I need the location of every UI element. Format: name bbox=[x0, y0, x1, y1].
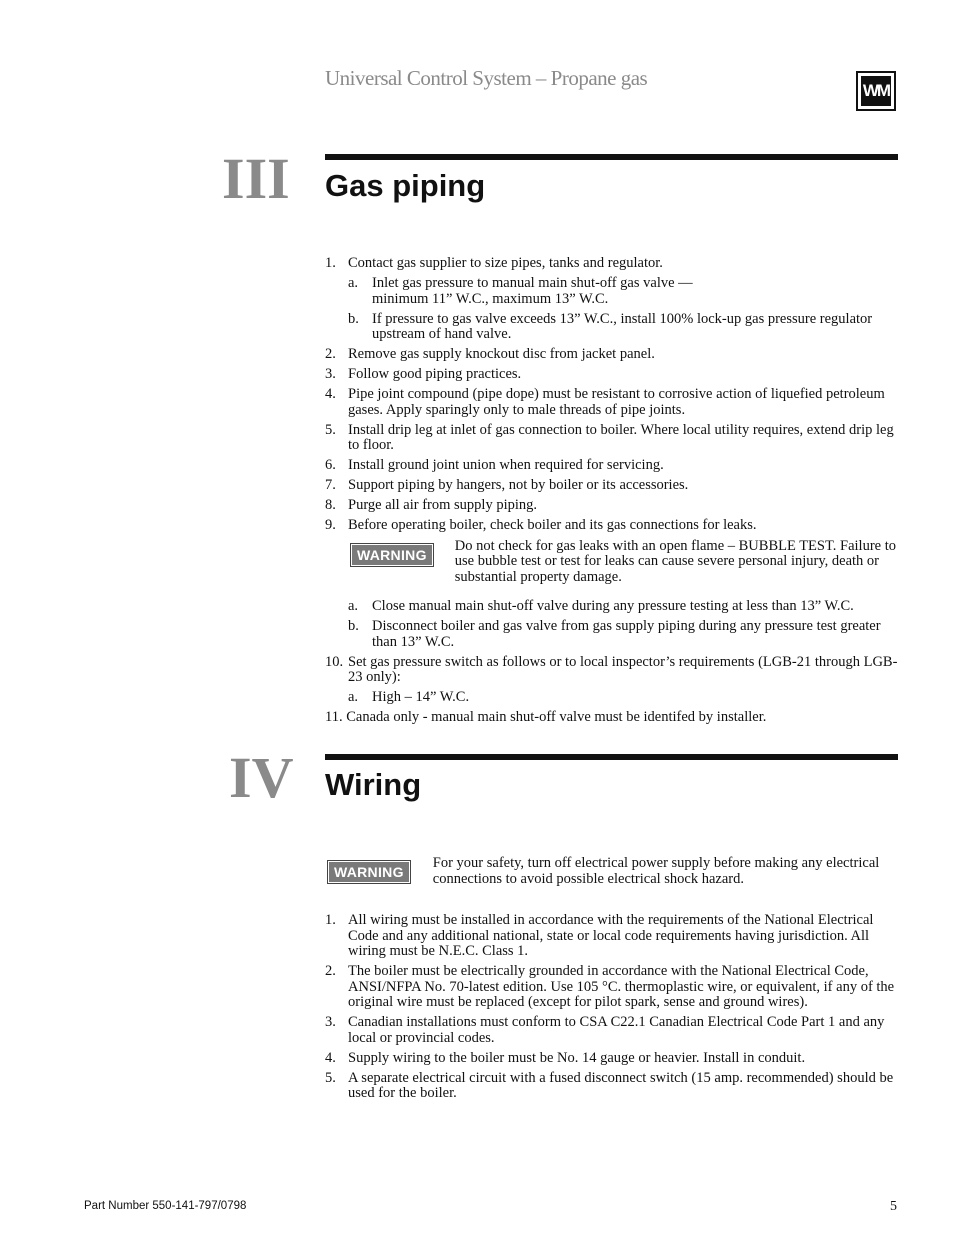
section-title-wiring: Wiring bbox=[325, 767, 422, 802]
list-item: 3. Canadian installations must conform to CSA C22.1 Canadian Electrical Code Part 1 and any local or provincial codes. bbox=[325, 1014, 885, 1046]
section-numeral-iii: III bbox=[222, 146, 290, 211]
electrical-warning bbox=[327, 856, 898, 887]
list-item: 1. All wiring must be installed in accordance with the requirements of the National Electrical Code and any additional national, state or local code requirements having jurisdiction. All wiring must be N.E.C. Class 1. bbox=[325, 912, 874, 959]
list-item: 6. Install ground joint union when required for servicing. bbox=[325, 457, 664, 473]
section-title-gas-piping: Gas piping bbox=[325, 168, 486, 203]
list-subitem: b. Disconnect boiler and gas valve from gas supply piping during any pressure test greater than 13” W.C. bbox=[348, 618, 881, 650]
header-title: Universal Control System – Propane gas bbox=[325, 66, 648, 90]
warning-badge: WARNING bbox=[350, 543, 434, 567]
list-item: 4. Pipe joint compound (pipe dope) must be resistant to corrosive action of liquefied petroleum gases. Apply sparingly only to male threads of pipe joints. bbox=[325, 386, 885, 418]
list-item: 8. Purge all air from supply piping. bbox=[325, 497, 538, 513]
company-logo bbox=[856, 71, 896, 111]
gas-leak-warning bbox=[350, 539, 898, 586]
list-subitem: a. Close manual main shut-off valve during any pressure testing at less than 13” W.C. bbox=[348, 598, 854, 614]
gas-piping-list bbox=[325, 256, 898, 730]
list-item: 5. A separate electrical circuit with a fused disconnect switch (15 amp. recommended) should be used for the boiler. bbox=[325, 1069, 894, 1101]
wiring-warning-block bbox=[325, 856, 898, 901]
list-item: 2. The boiler must be electrically grounded in accordance with the National Electrical Code, ANSI/NFPA No. 70-latest edition. Use 105 °C. thermoplastic wire, or equivalent, if any of the original wire must be replaced (except for pilot spark, sense and ground wires). bbox=[325, 963, 895, 1010]
part-number: Part Number 550-141-797/0798 bbox=[84, 1200, 247, 1212]
list-item: 1. Contact gas supplier to size pipes, tanks and regulator. bbox=[325, 255, 663, 271]
list-subitem: a. Inlet gas pressure to manual main shut-off gas valve — minimum 11” W.C., maximum 13” W.C. bbox=[348, 275, 693, 307]
logo-mark: WM bbox=[861, 76, 891, 106]
warning-badge: WARNING bbox=[327, 860, 411, 884]
list-item: 10. Set gas pressure switch as follows or to local inspector’s requirements (LGB-21 through LGB-23 only): bbox=[325, 653, 898, 685]
section-numeral-iv: IV bbox=[229, 745, 294, 810]
list-item: 4. Supply wiring to the boiler must be No. 14 gauge or heavier. Install in conduit. bbox=[325, 1049, 806, 1066]
list-item: 2. Remove gas supply knockout disc from jacket panel. bbox=[325, 346, 655, 362]
list-item: 7. Support piping by hangers, not by boiler or its accessories. bbox=[325, 477, 689, 493]
warning-text: Do not check for gas leaks with an open flame – BUBBLE TEST. Failure to use bubble test or test for leaks can cause severe personal injury, death or substantial property damage. bbox=[454, 537, 896, 585]
list-item: 3. Follow good piping practices. bbox=[325, 366, 522, 382]
list-item: 5. Install drip leg at inlet of gas connection to boiler. Where local utility requires, extend drip leg to floor. bbox=[325, 421, 894, 453]
list-subitem: b. If pressure to gas valve exceeds 13” W.C., install 100% lock-up gas pressure regulator upstream of hand valve. bbox=[348, 310, 873, 342]
section-rule-gas-piping bbox=[325, 154, 898, 160]
section-rule-wiring bbox=[325, 754, 898, 760]
page-number: 5 bbox=[890, 1199, 897, 1214]
list-item: 11. Canada only - manual main shut-off valve must be identifed by installer. bbox=[325, 709, 767, 725]
warning-text: For your safety, turn off electrical power supply before making any electrical connections to avoid possible electrical shock hazard. bbox=[432, 855, 880, 887]
wiring-list bbox=[325, 913, 898, 1106]
list-item: 9. Before operating boiler, check boiler and its gas connections for leaks. bbox=[325, 517, 757, 533]
list-subitem: a. High – 14” W.C. bbox=[348, 689, 470, 705]
